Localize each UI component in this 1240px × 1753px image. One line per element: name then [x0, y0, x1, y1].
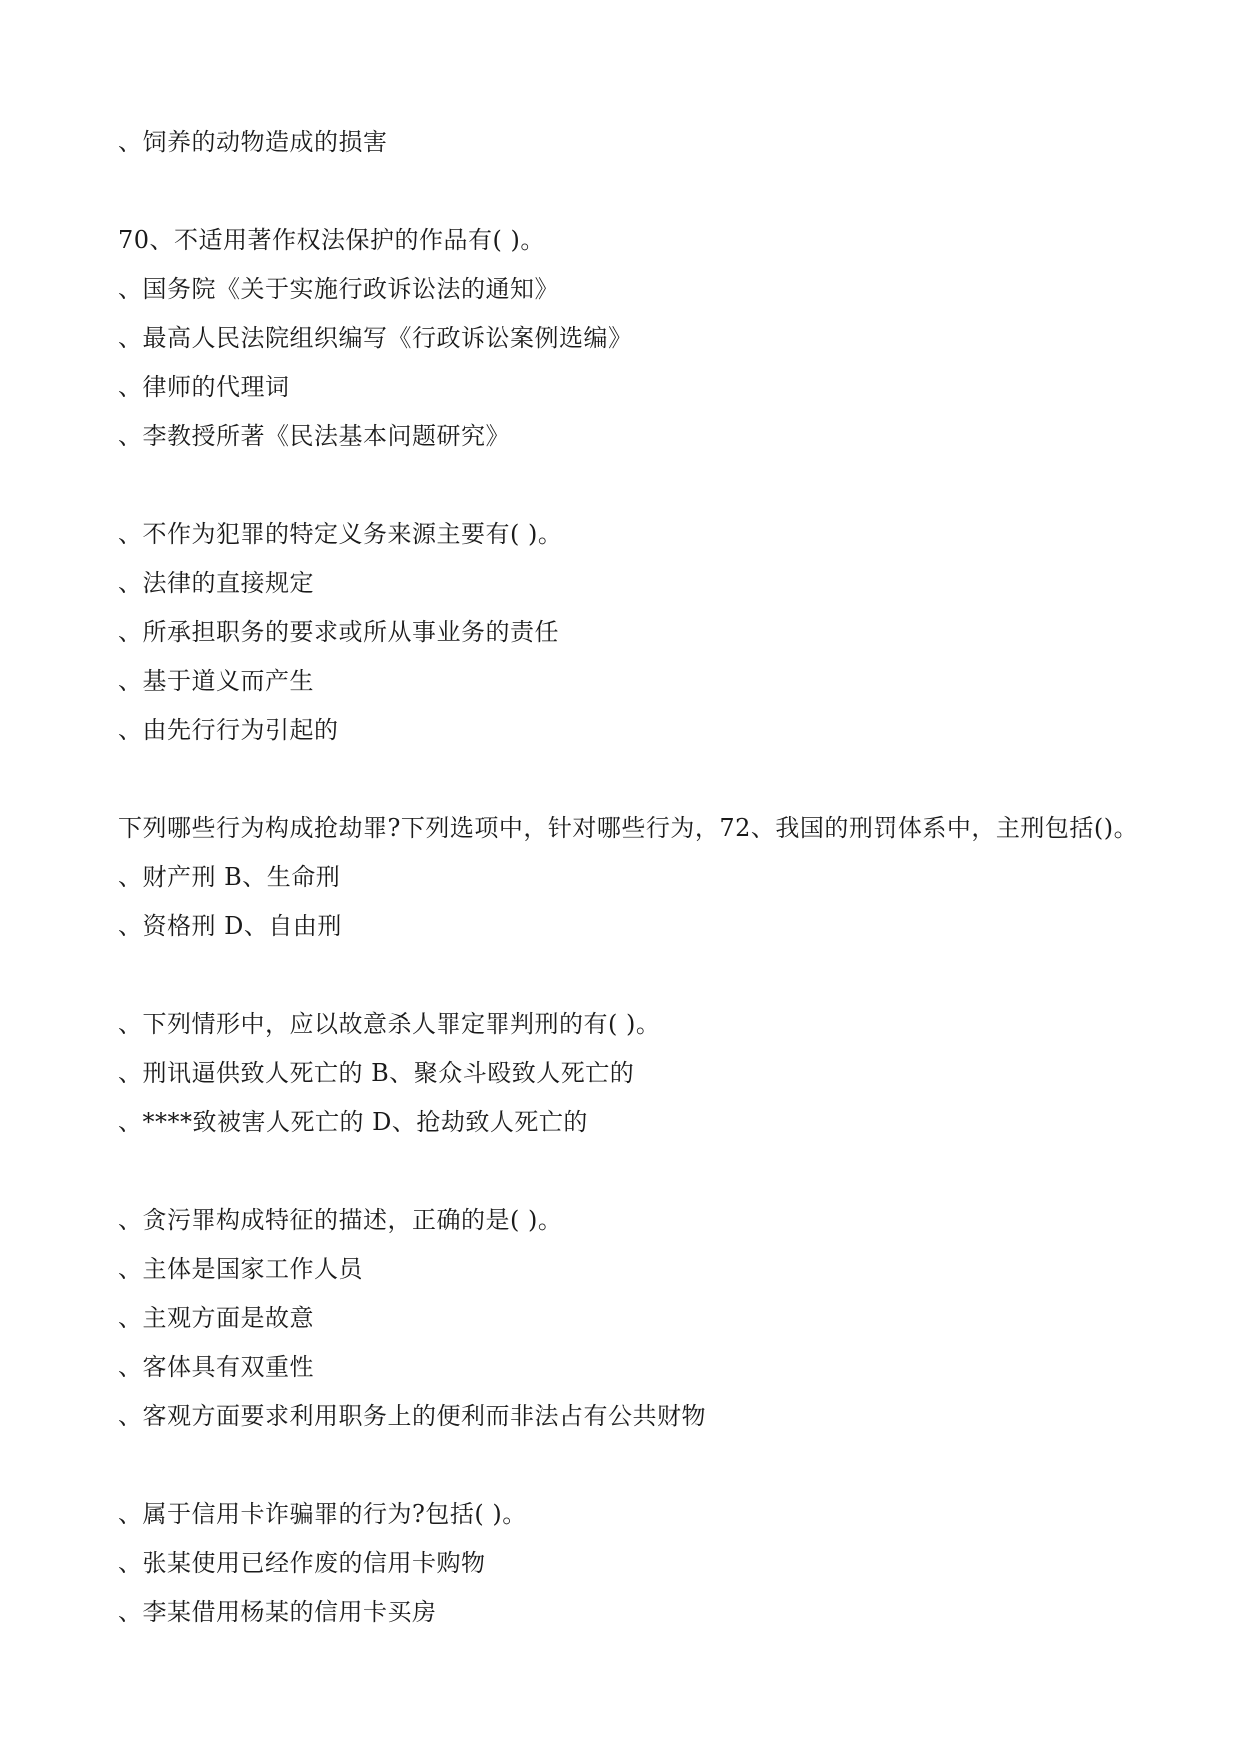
option-line: 、主观方面是故意 [118, 1304, 314, 1332]
question-stem: 70、不适用著作权法保护的作品有( )。 [118, 226, 545, 254]
option-line: 、法律的直接规定 [118, 569, 314, 597]
question-block [118, 216, 1178, 461]
option-line: 、****致被害人死亡的 D、抢劫致人死亡的 [118, 1108, 588, 1136]
option-line: 、张某使用已经作废的信用卡购物 [118, 1549, 486, 1577]
option-line: 、刑讯逼供致人死亡的 B、聚众斗殴致人死亡的 [118, 1059, 635, 1087]
question-block [118, 1000, 1178, 1147]
spacer [118, 1147, 1178, 1196]
question-block [118, 804, 1178, 951]
question-stem: 、下列情形中，应以故意杀人罪定罪判刑的有( )。 [118, 1010, 661, 1038]
option-line: 、主体是国家工作人员 [118, 1255, 363, 1283]
option-line: 、律师的代理词 [118, 373, 290, 401]
option-line: 、国务院《关于实施行政诉讼法的通知》 [118, 275, 559, 303]
question-block [118, 1196, 1178, 1441]
option-line: 、饲养的动物造成的损害 [118, 128, 388, 156]
option-line: 、由先行行为引起的 [118, 716, 339, 744]
spacer [118, 461, 1178, 510]
spacer [118, 1441, 1178, 1490]
option-line: 、客体具有双重性 [118, 1353, 314, 1381]
spacer [118, 167, 1178, 216]
spacer [118, 755, 1178, 804]
question-block [118, 510, 1178, 755]
document-content [118, 118, 1178, 1637]
option-line: 、所承担职务的要求或所从事业务的责任 [118, 618, 559, 646]
option-line: 、最高人民法院组织编写《行政诉讼案例选编》 [118, 324, 633, 352]
option-line: 、客观方面要求利用职务上的便利而非法占有公共财物 [118, 1402, 706, 1430]
question-stem: 、贪污罪构成特征的描述，正确的是( )。 [118, 1206, 563, 1234]
spacer [118, 951, 1178, 1000]
question-stem: 下列哪些行为构成抢劫罪?下列选项中，针对哪些行为，72、我国的刑罚体系中，主刑包括()。 [118, 814, 1139, 842]
question-block [118, 118, 1178, 167]
option-line: 、基于道义而产生 [118, 667, 314, 695]
option-line: 、财产刑 B、生命刑 [118, 863, 341, 891]
option-line: 、李某借用杨某的信用卡买房 [118, 1598, 437, 1626]
question-stem: 、不作为犯罪的特定义务来源主要有( )。 [118, 520, 563, 548]
question-block [118, 1490, 1178, 1637]
option-line: 、资格刑 D、自由刑 [118, 912, 342, 940]
question-stem: 、属于信用卡诈骗罪的行为?包括( )。 [118, 1500, 527, 1528]
option-line: 、李教授所著《民法基本问题研究》 [118, 422, 510, 450]
